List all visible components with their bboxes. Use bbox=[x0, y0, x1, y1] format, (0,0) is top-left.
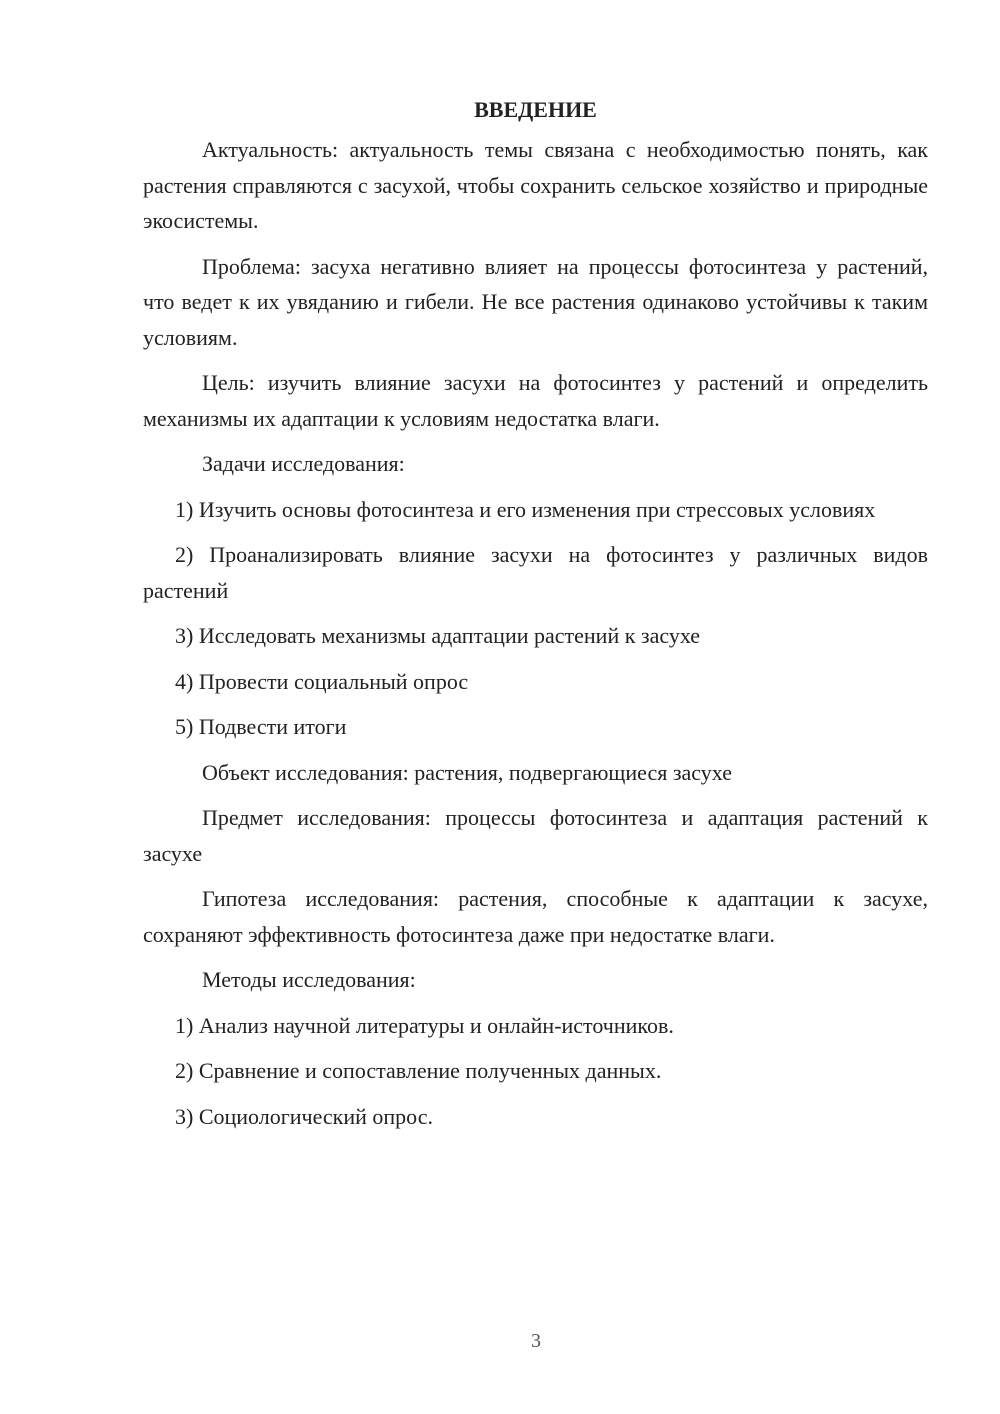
goal-paragraph: Цель: изучить влияние засухи на фотосинтез у растений и определить механизмы их адаптации к условиям недостатка влаги. bbox=[143, 370, 928, 431]
section-heading: ВВЕДЕНИЕ bbox=[474, 97, 597, 122]
task-item-2: 2) Проанализировать влияние засухи на фотосинтез у различных видов растений bbox=[143, 542, 928, 603]
task-item-4: 4) Провести социальный опрос bbox=[175, 668, 469, 694]
page-number: 3 bbox=[531, 1330, 541, 1352]
method-item-2: 2) Сравнение и сопоставление полученных данных. bbox=[175, 1058, 662, 1083]
task-item-3: 3) Исследовать механизмы адаптации растений к засухе bbox=[175, 623, 701, 648]
subject-paragraph: Предмет исследования: процессы фотосинтеза и адаптация растений к засухе bbox=[143, 805, 928, 866]
task-item-1: 1) Изучить основы фотосинтеза и его изменения при стрессовых условиях bbox=[175, 496, 876, 522]
task-item-5: 5) Подвести итоги bbox=[175, 714, 347, 739]
tasks-title: Задачи исследования: bbox=[202, 451, 405, 476]
methods-title: Методы исследования: bbox=[202, 967, 416, 992]
method-item-3: 3) Социологический опрос. bbox=[175, 1103, 433, 1129]
method-item-1: 1) Анализ научной литературы и онлайн-источников. bbox=[175, 1012, 674, 1038]
hypothesis-paragraph: Гипотеза исследования: растения, способные к адаптации к засухе, сохраняют эффективность фотосинтеза даже при недостатке влаги. bbox=[143, 886, 928, 947]
object-paragraph: Объект исследования: растения, подвергающиеся засухе bbox=[202, 759, 732, 785]
problem-paragraph: Проблема: засуха негативно влияет на процессы фотосинтеза у растений, что ведет к их увяданию и гибели. Не все растения одинаково устойчивы к таким условиям. bbox=[143, 253, 928, 350]
document-body bbox=[143, 92, 928, 1134]
relevance-paragraph: Актуальность: актуальность темы связана с необходимостью понять, как растения справляются с засухой, чтобы сохранить сельское хозяйство и природные экосистемы. bbox=[143, 137, 928, 233]
